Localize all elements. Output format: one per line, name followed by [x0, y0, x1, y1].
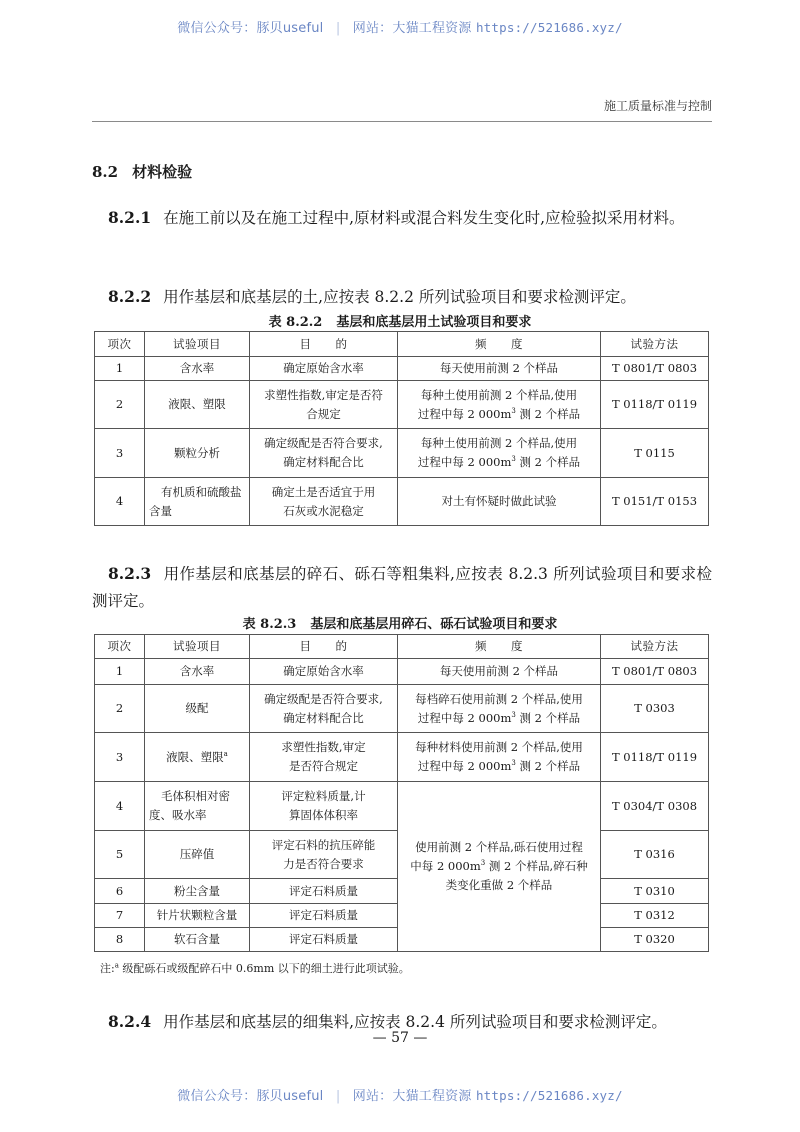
- watermark-bottom: [0, 1085, 800, 1104]
- cell-purpose: 确定土是否适宜于用石灰或水泥稳定: [250, 478, 398, 526]
- frequency-text: 测 2 个样品: [515, 710, 581, 725]
- cell-method: T 0316: [601, 831, 709, 879]
- cell-method: T 0118/T 0119: [601, 733, 709, 782]
- note-text: 级配砾石或级配碎石中 0.6mm 以下的细土进行此项试验。: [118, 962, 410, 975]
- section-heading: [92, 161, 192, 182]
- cell-purpose: 确定级配是否符合要求,确定材料配合比: [250, 429, 398, 478]
- cell-no: 1: [95, 659, 145, 685]
- cell-method: T 0310: [601, 879, 709, 904]
- cell-item: 压碎值: [145, 831, 250, 879]
- table-row: [95, 659, 709, 685]
- note-prefix: 注:: [100, 962, 115, 975]
- clause-8-2-1: [92, 204, 712, 232]
- cell-purpose: 确定原始含水率: [250, 357, 398, 381]
- footnote-mark: a: [223, 749, 228, 758]
- cell-frequency: [398, 685, 601, 733]
- clause-number: 8.2.3: [108, 564, 152, 583]
- header-cell: 频 度: [398, 332, 601, 357]
- clause-8-2-2: [92, 283, 712, 311]
- header-cell: 试验方法: [601, 332, 709, 357]
- superscript: 3: [511, 759, 516, 768]
- frequency-text: 使用前测 2 个样品,砾石使用过程中每 2 000m: [410, 840, 583, 873]
- table-823: [94, 634, 709, 952]
- clause-8-2-3: [92, 560, 712, 615]
- header-cell: 目 的: [250, 635, 398, 659]
- cell-item: 级配: [145, 685, 250, 733]
- clause-text: 在施工前以及在施工过程中,原材料或混合料发生变化时,应检验拟采用材料。: [163, 209, 685, 227]
- table-823-caption: [0, 613, 800, 632]
- cell-frequency: 对土有怀疑时做此试验: [398, 478, 601, 526]
- cell-purpose: 评定石料的抗压碎能力是否符合要求: [250, 831, 398, 879]
- cell-frequency: [398, 733, 601, 782]
- cell-no: 2: [95, 685, 145, 733]
- cell-method: T 0151/T 0153: [601, 478, 709, 526]
- watermark-separator: |: [335, 1089, 341, 1104]
- frequency-text: 每种土使用前测 2 个样品,使用过程中每 2 000m: [417, 436, 578, 469]
- clause-number: 8.2.1: [108, 208, 152, 227]
- cell-item: 含水率: [145, 357, 250, 381]
- watermark-account: 微信公众号：豚贝useful: [177, 21, 324, 36]
- table-header-row: [95, 332, 709, 357]
- cell-frequency: [398, 381, 601, 429]
- page-number: — 57 —: [372, 1030, 428, 1046]
- cell-frequency: 每天使用前测 2 个样品: [398, 357, 601, 381]
- table-row: [95, 685, 709, 733]
- frequency-text: 每种材料使用前测 2 个样品,使用过程中每 2 000m: [415, 740, 583, 773]
- table-row: [95, 478, 709, 526]
- superscript: 3: [511, 710, 516, 719]
- cell-no: 8: [95, 928, 145, 952]
- clause-number: 8.2.4: [108, 1012, 152, 1031]
- cell-purpose: 求塑性指数,审定是否符合规定: [250, 381, 398, 429]
- cell-item: 针片状颗粒含量: [145, 904, 250, 928]
- watermark-site-label: 网站：大猫工程资源: [352, 1089, 472, 1104]
- cell-method: T 0801/T 0803: [601, 659, 709, 685]
- section-number: 8.2: [92, 163, 119, 181]
- cell-no: 6: [95, 879, 145, 904]
- footnote-mark: a: [114, 961, 119, 970]
- cell-item: 液限、塑限: [145, 381, 250, 429]
- watermark-top: [0, 17, 800, 36]
- header-rule: [92, 121, 712, 122]
- cell-purpose: 评定石料质量: [250, 928, 398, 952]
- table-footnote: [100, 960, 410, 976]
- cell-item: 含水率: [145, 659, 250, 685]
- superscript: 3: [480, 859, 486, 868]
- cell-item: [145, 733, 250, 782]
- cell-purpose: 评定石料质量: [250, 879, 398, 904]
- cell-item: 有机质和硫酸盐含量: [145, 478, 250, 526]
- header-cell: 目 的: [250, 332, 398, 357]
- table-number: 表 8.2.3: [242, 617, 297, 632]
- cell-no: 3: [95, 733, 145, 782]
- cell-method: T 0320: [601, 928, 709, 952]
- frequency-text: 每种土使用前测 2 个样品,使用过程中每 2 000m: [417, 387, 578, 421]
- table-title: 基层和底基层用碎石、砾石试验项目和要求: [310, 617, 558, 632]
- watermark-url[interactable]: https://521686.xyz/: [475, 20, 623, 35]
- cell-frequency: [398, 429, 601, 478]
- cell-method: T 0118/T 0119: [601, 381, 709, 429]
- cell-no: 5: [95, 831, 145, 879]
- cell-frequency-merged: [398, 782, 601, 952]
- cell-no: 7: [95, 904, 145, 928]
- table-number: 表 8.2.2: [268, 315, 323, 330]
- watermark-site-label: 网站：大猫工程资源: [352, 21, 472, 36]
- cell-no: 2: [95, 381, 145, 429]
- watermark-url[interactable]: https://521686.xyz/: [475, 1088, 623, 1103]
- table-header-row: [95, 635, 709, 659]
- clause-number: 8.2.2: [108, 287, 152, 306]
- header-cell: 项次: [95, 635, 145, 659]
- table-title: 基层和底基层用土试验项目和要求: [336, 315, 532, 330]
- table-row: [95, 381, 709, 429]
- watermark-account: 微信公众号：豚贝useful: [177, 1089, 324, 1104]
- clause-text: 用作基层和底基层的碎石、砾石等粗集料,应按表 8.2.3 所列试验项目和要求检测评定。: [92, 565, 712, 610]
- cell-method: T 0115: [601, 429, 709, 478]
- cell-method: T 0303: [601, 685, 709, 733]
- frequency-text: 测 2 个样品,碎石种类变化重做 2 个样品: [445, 859, 588, 892]
- cell-no: 4: [95, 478, 145, 526]
- cell-method: T 0304/T 0308: [601, 782, 709, 831]
- cell-item: 软石含量: [145, 928, 250, 952]
- cell-method: T 0801/T 0803: [601, 357, 709, 381]
- header-cell: 频 度: [398, 635, 601, 659]
- watermark-separator: |: [335, 21, 341, 36]
- superscript: 3: [511, 455, 516, 464]
- table-row: [95, 429, 709, 478]
- table-822: [94, 331, 709, 526]
- superscript: 3: [511, 406, 516, 415]
- cell-item: 颗粒分析: [145, 429, 250, 478]
- header-cell: 试验项目: [145, 332, 250, 357]
- section-title: 材料检验: [132, 163, 193, 181]
- cell-no: 3: [95, 429, 145, 478]
- clause-text: 用作基层和底基层的土,应按表 8.2.2 所列试验项目和要求检测评定。: [163, 288, 636, 306]
- header-cell: 试验方法: [601, 635, 709, 659]
- table-822-caption: [0, 311, 800, 330]
- header-cell: 试验项目: [145, 635, 250, 659]
- cell-item: 粉尘含量: [145, 879, 250, 904]
- table-row: [95, 357, 709, 381]
- cell-no: 1: [95, 357, 145, 381]
- table-row: [95, 733, 709, 782]
- cell-purpose: 评定石料质量: [250, 904, 398, 928]
- frequency-text: 测 2 个样品: [515, 759, 581, 773]
- cell-method: T 0312: [601, 904, 709, 928]
- table-row: [95, 782, 709, 831]
- cell-purpose: 评定粒料质量,计算固体体积率: [250, 782, 398, 831]
- cell-no: 4: [95, 782, 145, 831]
- running-head: 施工质量标准与控制: [603, 99, 712, 113]
- clause-text: 用作基层和底基层的细集料,应按表 8.2.4 所列试验项目和要求检测评定。: [163, 1013, 667, 1031]
- cell-purpose: 确定原始含水率: [250, 659, 398, 685]
- cell-purpose: 求塑性指数,审定是否符合规定: [250, 733, 398, 782]
- item-text: 液限、塑限: [166, 749, 224, 764]
- cell-frequency: 每天使用前测 2 个样品: [398, 659, 601, 685]
- cell-item: 毛体积相对密度、吸水率: [145, 782, 250, 831]
- frequency-text: 测 2 个样品: [515, 455, 581, 469]
- frequency-text: 每档碎石使用前测 2 个样品,使用过程中每 2 000m: [415, 691, 583, 725]
- header-cell: 项次: [95, 332, 145, 357]
- cell-purpose: 确定级配是否符合要求,确定材料配合比: [250, 685, 398, 733]
- frequency-text: 测 2 个样品: [515, 406, 581, 421]
